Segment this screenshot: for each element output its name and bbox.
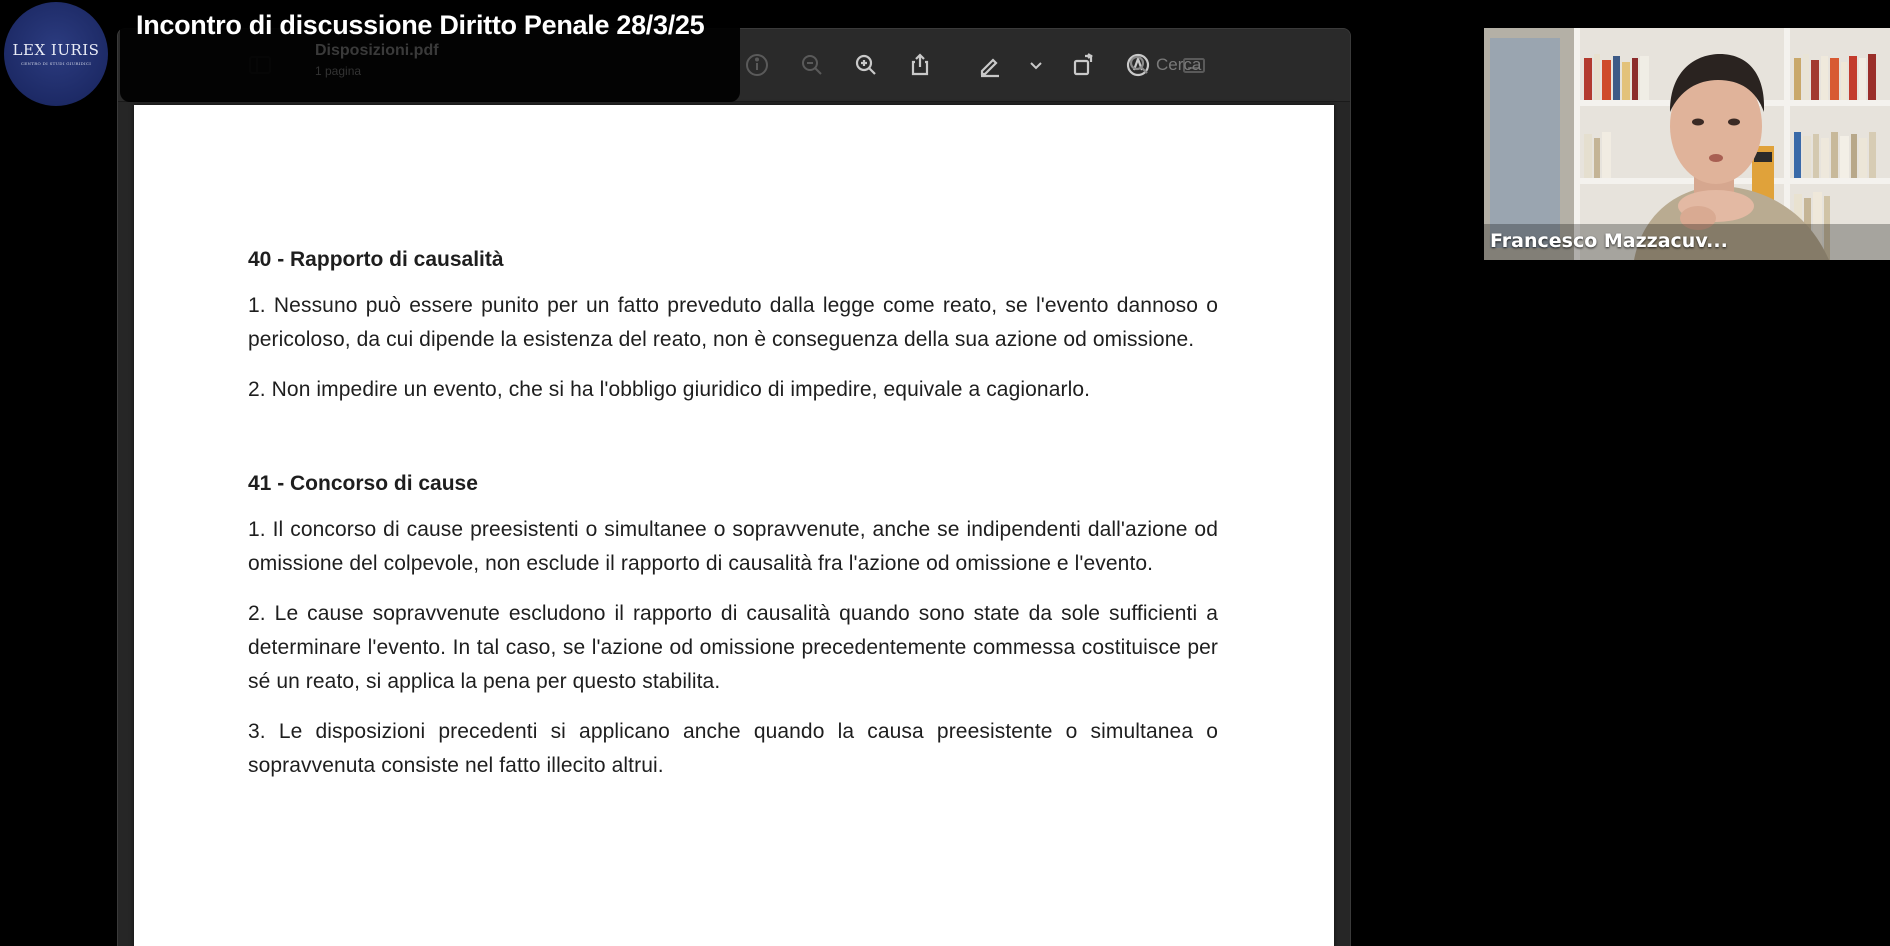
rotate-icon[interactable]	[1070, 51, 1098, 79]
article-41-heading: 41 - Concorso di cause	[248, 472, 478, 495]
article-41-paragraph-1: 1. Il concorso di cause preesistenti o simultanee o sopravvenute, anche se indipendenti dall'azione od omissione del colpevole, non esclude il rapporto di causalità fra l'azione od omissione e l'evento.	[248, 518, 1218, 575]
markup-pen-icon[interactable]	[976, 51, 1004, 79]
participant-name: Francesco Mazzacuv...	[1490, 230, 1728, 252]
pdf-viewer-window	[117, 28, 1351, 946]
article-40-paragraph-2: 2. Non impedire un evento, che si ha l'obbligo giuridico di impedire, equivale a cagionarlo.	[248, 378, 1091, 401]
zoom-out-icon[interactable]	[798, 51, 826, 79]
pdf-page	[134, 105, 1334, 946]
article-spacer	[248, 423, 1218, 469]
article-41-paragraph-3: 3. Le disposizioni precedenti si applicano anche quando la causa preesistente o simultanea o sopravvenuta consiste nel fatto illecito altrui.	[248, 720, 1218, 777]
share-icon[interactable]	[906, 51, 934, 79]
participant-video-tile[interactable]	[1484, 28, 1890, 260]
participant-video-feed	[1484, 28, 1890, 260]
meeting-title: Incontro di discussione Diritto Penale 28/3/25	[136, 10, 705, 40]
info-icon[interactable]	[743, 51, 771, 79]
chevron-down-icon[interactable]	[1022, 51, 1042, 79]
page-content	[248, 245, 1218, 799]
logo-subtitle: CENTRO DI STUDI GIURIDICI	[20, 60, 92, 66]
article-40-heading: 40 - Rapporto di causalità	[248, 248, 504, 271]
search-field[interactable]	[1128, 51, 1201, 79]
document-name: Disposizioni.pdf	[315, 42, 439, 59]
article-40-paragraph-1: 1. Nessuno può essere punito per un fatto preveduto dalla legge come reato, se l'evento dannoso o pericoloso, da cui dipende la esistenza del reato, non è conseguenza della sua azione od omissione.	[248, 294, 1218, 351]
document-page-count: 1 pagina	[315, 64, 362, 78]
search-icon	[1128, 54, 1150, 76]
article-41-paragraph-2: 2. Le cause sopravvenute escludono il rapporto di causalità quando sono state da sole sufficienti a determinare l'evento. In tal caso, se l'azione od omissione precedentemente commessa costituisce per sé un reato, si applica la pena per questo stabilita.	[248, 602, 1218, 693]
zoom-in-icon[interactable]	[852, 51, 880, 79]
logo-wordmark: LEX IURIS	[12, 40, 100, 59]
search-placeholder: Cerca	[1156, 55, 1202, 74]
lex-iuris-logo	[4, 2, 108, 106]
